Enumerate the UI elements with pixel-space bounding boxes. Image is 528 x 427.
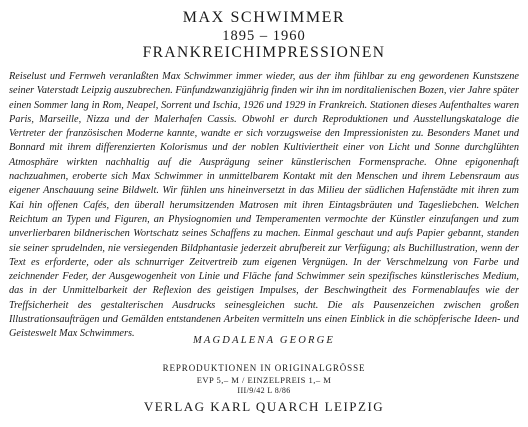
artist-name: MAX SCHWIMMER [182,9,346,26]
author-name: MAGDALENA GEORGE [192,335,336,346]
body-paragraph: Reiselust und Fernweh veranlaßten Max Schwimmer immer wieder, aus der ihm fühlbar zu eng gewordenen Kunstszene seiner Vaterstadt Leipzig auszubrechen. Fünfundzwanzigjährig finden wir ihn im norditalienischen Bozen, vier Jahre später einen Sommer lang in Rom, Neapel, Sorrent und Ischia, 1926 und 1929 in Frankreich. Stationen dieses Aufenthaltes waren Paris, Marseille, Nizza und der Malerhafen Cassis. Obwohl er durch Reproduktionen und Ausstellungskataloge die Vertreter der französischen Moderne kannte, wandte er sich vorzugsweise den Impressionisten zu. Besonders Manet und Bonnard mit ihrem differenzierten Kolorismus und der noblen Kultiviertheit einer von Licht und Sonne durchglühten Atmosphäre wirkten nachhaltig auf die Ausprägung seiner künstlerischen Formensprache. Ohne epigonenhaft nachzuahmen, eroberte sich Max Schwimmer in unmittelbarem Kontakt mit den Menschen und ihrem Lebensraum aus eigener Anschauung seine Bildwelt. Wir fühlen uns hineinversetzt in das Milieu der südlichen Hafenstädte mit ihren zum Kai hin offenen Cafés, den überall herumsitzenden Matrosen mit ihren Eintagsbräuten und Tagesliebchen. Welchen Reichtum an Typen und Figuren, an Physiognomien und Temperamenten vermochte der Künstler einzufangen und zum unverlierbaren bildnerischen Wortschatz seines Schaffens zu machen. Einmal geschaut und aufs Papier gebannt, standen sie seiner sprudelnden, nie versiegenden Bildphantasie jederzeit abrufbereit zur Verfügung; als Buchillustration, wenn der Text es erforderte, oder als schnurriger Zeitvertreib zum eigenen Vergnügen. In der Verschmelzung von Farbe und zeichnender Feder, der Ausgewogenheit von Linie und Fläche fand Schwimmer sein spezifisches künstlerisches Medium, das in der Unmittelbarkeit der Reflexion des geistigen Impulses, der Beschwingtheit des Formenablaufes wie der Treffsicherheit des gestalterischen Ausdrucks seinesgleichen sucht. Die als Pausenzeichen zwischen großen Illustrationsaufträgen und Gemälden entstandenen Arbeiten vermitteln uns einen Einblick in die schöpferische Ideen- und Geisteswelt Max Schwimmers. [9,71,519,340]
catalog-code: III/9/42 L 8/86 [237,386,291,395]
reproductions-note: REPRODUKTIONEN IN ORIGINALGRÖSSE [162,363,366,373]
price-line: EVP 5,– M / EINZELPREIS 1,– M [196,375,332,385]
publisher-name: VERLAG KARL QUARCH LEIPZIG [143,399,385,414]
document-title: FRANKREICHIMPRESSIONEN [142,44,386,61]
artist-years: 1895 – 1960 [222,28,306,44]
